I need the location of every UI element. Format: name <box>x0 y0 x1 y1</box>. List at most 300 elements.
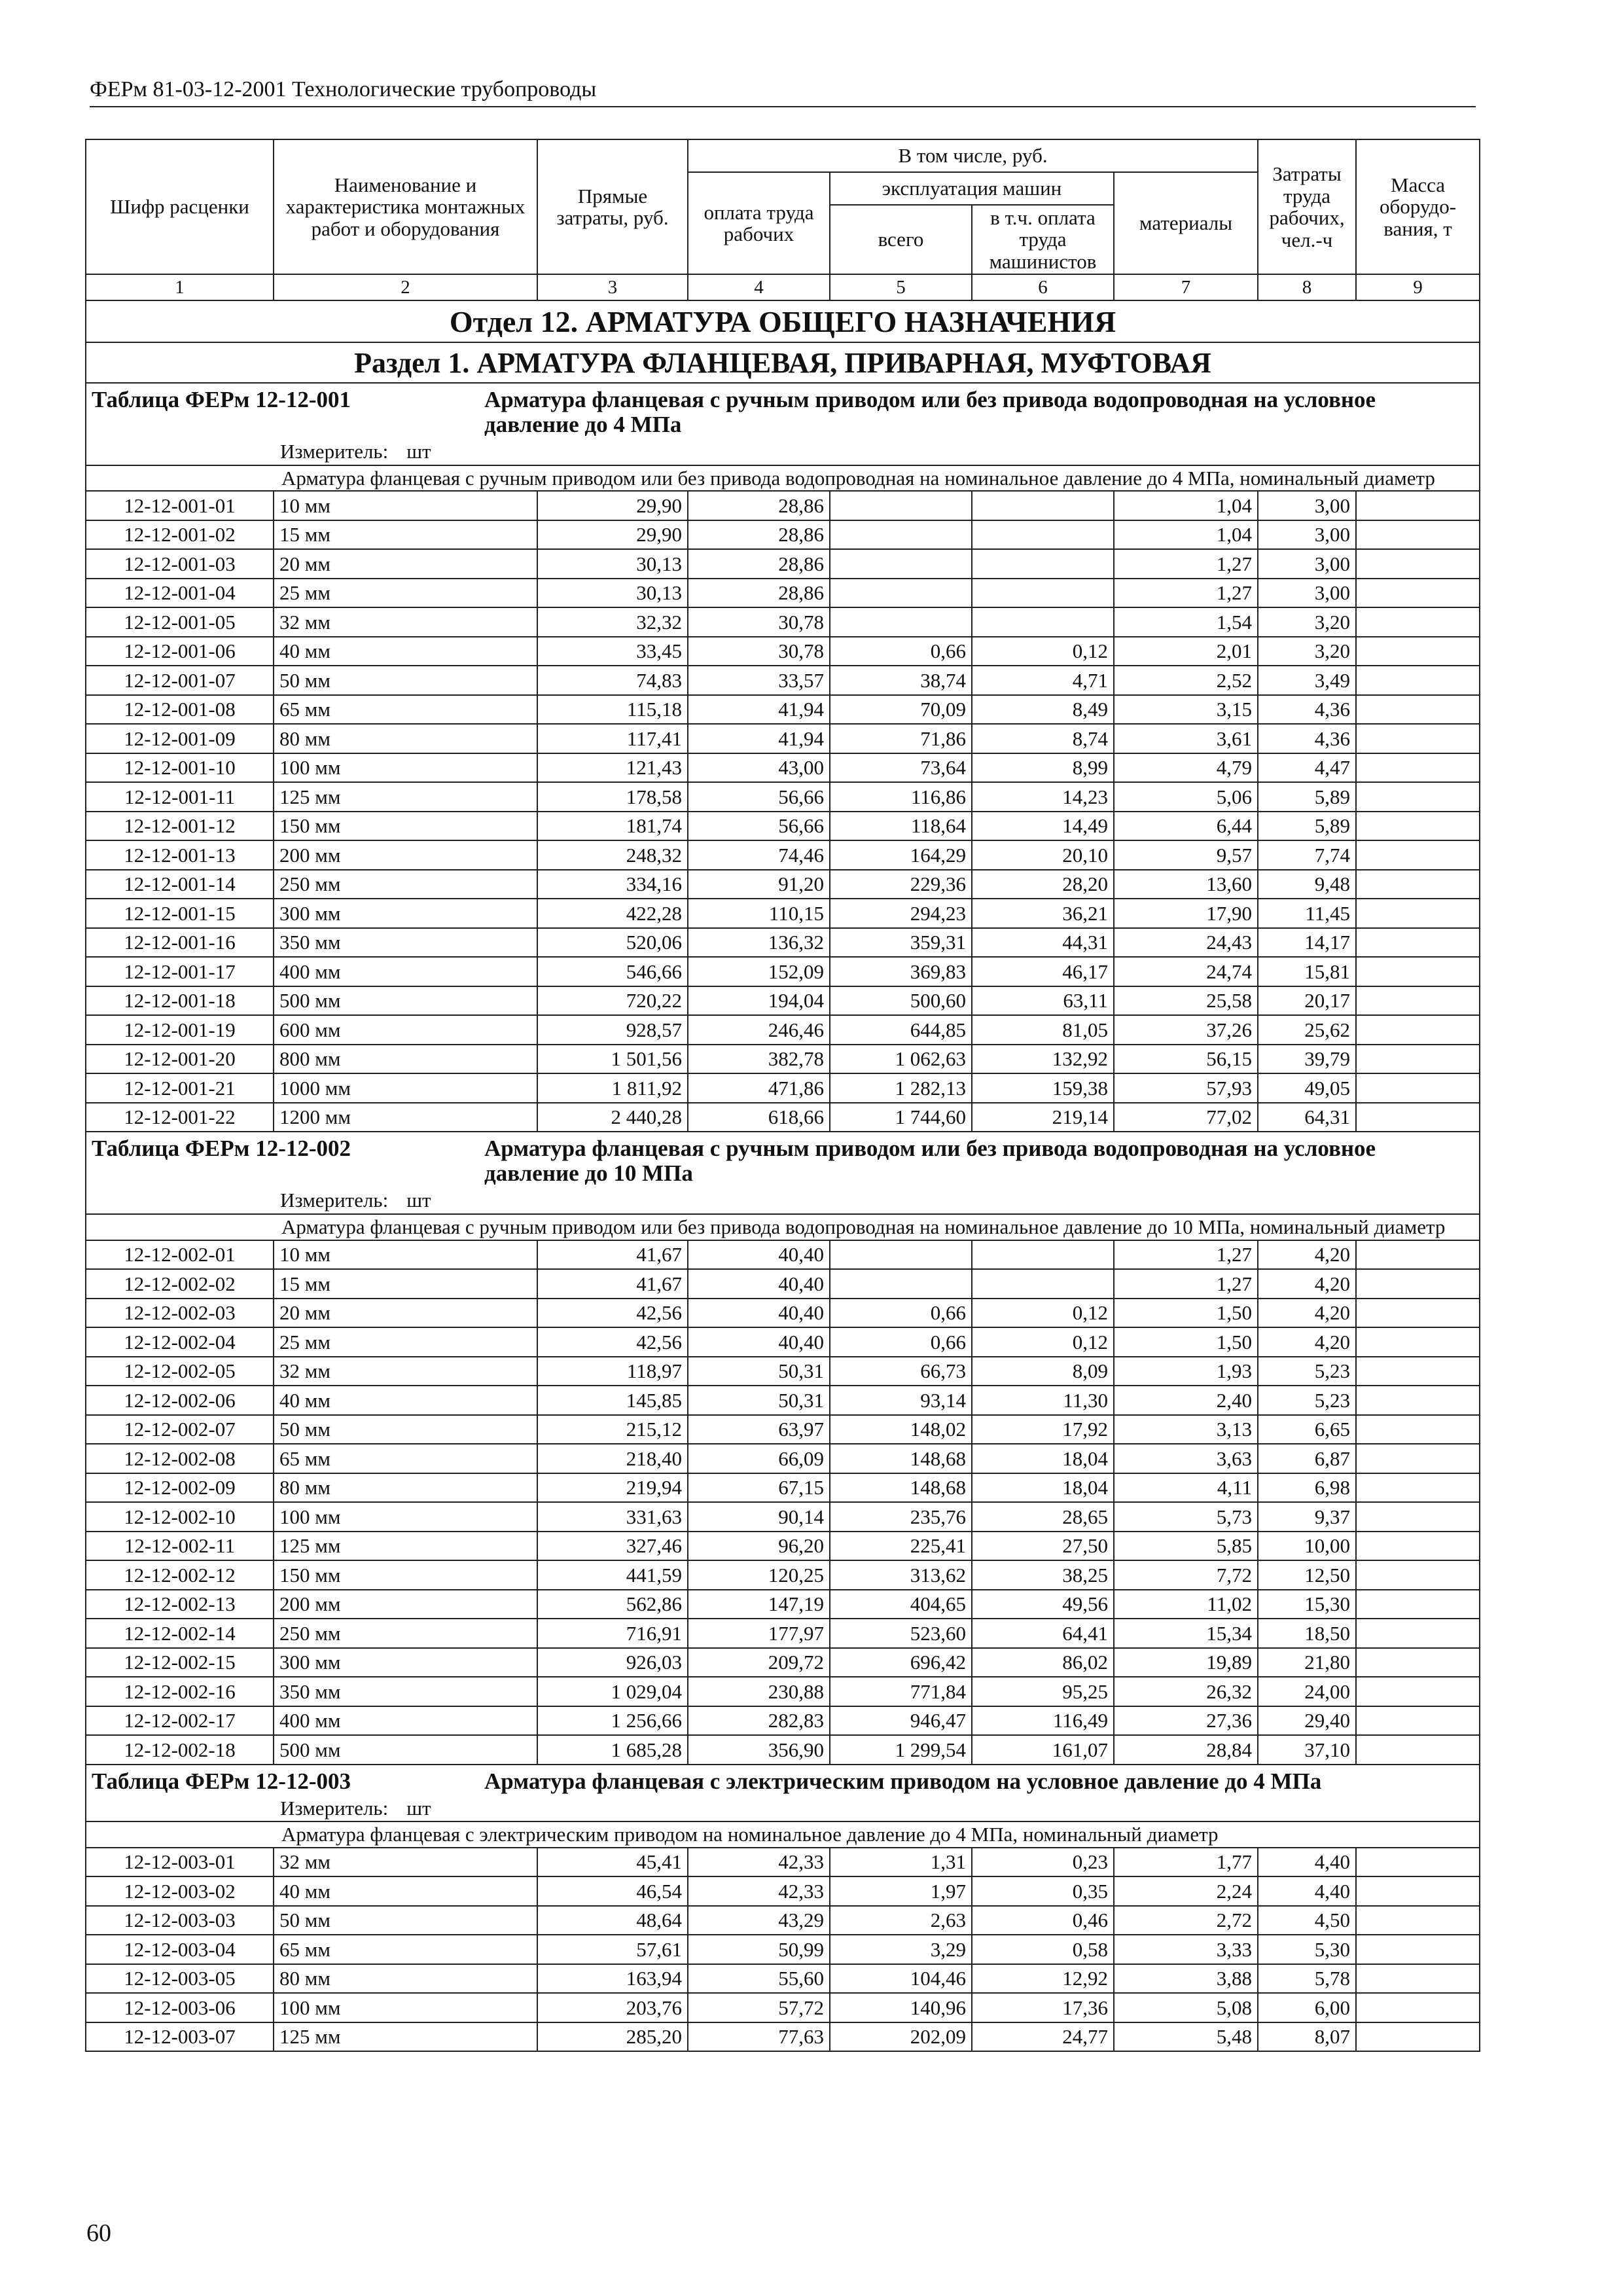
cell-value: 14,49 <box>972 812 1114 841</box>
table-row <box>86 1502 1480 1532</box>
cell-value <box>1356 1590 1480 1619</box>
cell-value: 225,41 <box>830 1532 972 1561</box>
col-header-wages: оплата труда рабочих <box>688 172 830 274</box>
cell-value: 13,60 <box>1114 870 1258 899</box>
cell-value <box>1356 2022 1480 2052</box>
rate-code: 12-12-002-08 <box>86 1444 274 1473</box>
cell-value <box>972 491 1114 520</box>
cell-value: 37,10 <box>1258 1735 1356 1765</box>
cell-value: 121,43 <box>537 753 688 783</box>
diameter: 350 мм <box>274 928 537 958</box>
cell-value: 18,04 <box>972 1473 1114 1503</box>
cell-value: 19,89 <box>1114 1648 1258 1677</box>
cell-value: 40,40 <box>688 1240 830 1270</box>
cell-value <box>830 1240 972 1270</box>
cell-value: 248,32 <box>537 840 688 870</box>
rate-code: 12-12-003-07 <box>86 2022 274 2052</box>
cell-value: 229,36 <box>830 870 972 899</box>
cell-value: 30,13 <box>537 549 688 579</box>
cell-value: 120,25 <box>688 1560 830 1590</box>
rate-code: 12-12-001-21 <box>86 1073 274 1103</box>
diameter: 600 мм <box>274 1015 537 1045</box>
col-header-machines-total: всего <box>830 205 972 274</box>
diameter: 80 мм <box>274 724 537 753</box>
cell-value: 6,00 <box>1258 1993 1356 2022</box>
diameter: 32 мм <box>274 607 537 637</box>
diameter: 125 мм <box>274 1532 537 1561</box>
table-row <box>86 666 1480 695</box>
cell-value <box>830 607 972 637</box>
rate-code: 12-12-001-19 <box>86 1015 274 1045</box>
diameter: 10 мм <box>274 491 537 520</box>
cell-value: 24,77 <box>972 2022 1114 2052</box>
diameter: 20 мм <box>274 549 537 579</box>
cell-value: 3,20 <box>1258 607 1356 637</box>
cell-value: 359,31 <box>830 928 972 958</box>
cell-value: 71,86 <box>830 724 972 753</box>
cell-value <box>1356 957 1480 986</box>
table-row <box>86 1560 1480 1590</box>
cell-value: 441,59 <box>537 1560 688 1590</box>
cell-value <box>1356 1103 1480 1132</box>
cell-value: 1 501,56 <box>537 1045 688 1074</box>
cell-value: 18,50 <box>1258 1619 1356 1648</box>
rate-code: 12-12-003-05 <box>86 1964 274 1994</box>
column-number: 8 <box>1258 274 1356 300</box>
column-number: 7 <box>1114 274 1258 300</box>
rate-code: 12-12-001-06 <box>86 637 274 666</box>
cell-value: 0,66 <box>830 1299 972 1328</box>
cell-value: 50,31 <box>688 1386 830 1415</box>
cell-value: 45,41 <box>537 1848 688 1877</box>
cell-value: 382,78 <box>688 1045 830 1074</box>
cell-value: 8,07 <box>1258 2022 1356 2052</box>
cell-value: 8,74 <box>972 724 1114 753</box>
cell-value: 2,01 <box>1114 637 1258 666</box>
cell-value: 331,63 <box>537 1502 688 1532</box>
rate-code: 12-12-002-16 <box>86 1677 274 1706</box>
table-row <box>86 1073 1480 1103</box>
cell-value: 215,12 <box>537 1415 688 1444</box>
diameter: 300 мм <box>274 899 537 928</box>
diameter: 65 мм <box>274 695 537 725</box>
diameter: 65 мм <box>274 1935 537 1964</box>
cell-value: 4,20 <box>1258 1327 1356 1357</box>
cell-value <box>1356 1935 1480 1964</box>
cell-value: 1 299,54 <box>830 1735 972 1765</box>
cell-value: 181,74 <box>537 812 688 841</box>
cell-value <box>1356 812 1480 841</box>
rate-code: 12-12-003-02 <box>86 1876 274 1906</box>
table-row <box>86 1532 1480 1561</box>
cell-value: 7,72 <box>1114 1560 1258 1590</box>
cell-value: 63,97 <box>688 1415 830 1444</box>
table-row <box>86 1706 1480 1736</box>
cell-value: 1 256,66 <box>537 1706 688 1736</box>
cell-value: 219,14 <box>972 1103 1114 1132</box>
rate-code: 12-12-001-16 <box>86 928 274 958</box>
cell-value <box>1356 753 1480 783</box>
cell-value: 1 282,13 <box>830 1073 972 1103</box>
table-row <box>86 549 1480 579</box>
table-row <box>86 579 1480 608</box>
diameter: 15 мм <box>274 1269 537 1299</box>
rate-code: 12-12-001-20 <box>86 1045 274 1074</box>
table-title: Арматура фланцевая с электрическим приводом на условное давление до 4 МПа <box>484 1768 1322 1794</box>
cell-value: 369,83 <box>830 957 972 986</box>
cell-value <box>1356 1964 1480 1994</box>
rate-code: 12-12-002-10 <box>86 1502 274 1532</box>
rate-code: 12-12-002-04 <box>86 1327 274 1357</box>
table-row <box>86 637 1480 666</box>
cell-value: 6,87 <box>1258 1444 1356 1473</box>
diameter: 15 мм <box>274 520 537 550</box>
cell-value: 2,24 <box>1114 1876 1258 1906</box>
cell-value: 9,37 <box>1258 1502 1356 1532</box>
cell-value: 771,84 <box>830 1677 972 1706</box>
rate-code: 12-12-003-01 <box>86 1848 274 1877</box>
cell-value: 313,62 <box>830 1560 972 1590</box>
cell-value <box>1356 1473 1480 1503</box>
cell-value: 73,64 <box>830 753 972 783</box>
cell-value <box>1356 1240 1480 1270</box>
cell-value: 696,42 <box>830 1648 972 1677</box>
table-row <box>86 1045 1480 1074</box>
cell-value: 2,72 <box>1114 1906 1258 1935</box>
cell-value: 1,27 <box>1114 1240 1258 1270</box>
table-code: Таблица ФЕРм 12-12-002 <box>92 1136 351 1162</box>
table-title-row <box>86 1132 1480 1187</box>
cell-value <box>1356 986 1480 1016</box>
diameter: 250 мм <box>274 870 537 899</box>
cell-value <box>1356 1619 1480 1648</box>
cell-value: 24,43 <box>1114 928 1258 958</box>
page-header: ФЕРм 81-03-12-2001 Технологические трубопроводы <box>90 77 1476 107</box>
rate-code: 12-12-002-18 <box>86 1735 274 1765</box>
cell-value: 50,99 <box>688 1935 830 1964</box>
cell-value: 15,34 <box>1114 1619 1258 1648</box>
cell-value: 356,90 <box>688 1735 830 1765</box>
cell-value: 64,31 <box>1258 1103 1356 1132</box>
cell-value: 644,85 <box>830 1015 972 1045</box>
measure-row <box>86 1187 1480 1214</box>
cell-value: 64,41 <box>972 1619 1114 1648</box>
measure-label: Измеритель: <box>280 440 389 463</box>
measure-unit: шт <box>406 440 431 463</box>
cell-value <box>1356 1677 1480 1706</box>
cell-value: 1 811,92 <box>537 1073 688 1103</box>
cell-value: 235,76 <box>830 1502 972 1532</box>
rate-code: 12-12-003-06 <box>86 1993 274 2022</box>
cell-value: 5,85 <box>1114 1532 1258 1561</box>
cell-value: 4,79 <box>1114 753 1258 783</box>
cell-value: 26,32 <box>1114 1677 1258 1706</box>
table-title: Арматура фланцевая с ручным приводом или без привода водопроводная на условное давление до 10 МПа <box>484 1136 1376 1187</box>
cell-value: 1,77 <box>1114 1848 1258 1877</box>
cell-value: 1,50 <box>1114 1327 1258 1357</box>
cell-value: 20,10 <box>972 840 1114 870</box>
cell-value: 0,23 <box>972 1848 1114 1877</box>
cell-value: 3,13 <box>1114 1415 1258 1444</box>
cell-value: 246,46 <box>688 1015 830 1045</box>
rate-code: 12-12-001-13 <box>86 840 274 870</box>
rate-code: 12-12-002-06 <box>86 1386 274 1415</box>
cell-value: 4,20 <box>1258 1269 1356 1299</box>
col-header-direct: Прямые затраты, руб. <box>537 139 688 274</box>
cell-value: 1,54 <box>1114 607 1258 637</box>
rate-code: 12-12-001-03 <box>86 549 274 579</box>
rate-code: 12-12-001-01 <box>86 491 274 520</box>
cell-value: 5,30 <box>1258 1935 1356 1964</box>
column-number-row <box>86 274 1480 300</box>
cell-value: 926,03 <box>537 1648 688 1677</box>
cell-value: 3,29 <box>830 1935 972 1964</box>
cell-value <box>972 1269 1114 1299</box>
table-row <box>86 1357 1480 1386</box>
cell-value: 11,45 <box>1258 899 1356 928</box>
razdel-title: Раздел 1. АРМАТУРА ФЛАНЦЕВАЯ, ПРИВАРНАЯ, МУФТОВАЯ <box>86 342 1480 383</box>
cell-value: 9,57 <box>1114 840 1258 870</box>
rate-code: 12-12-001-12 <box>86 812 274 841</box>
cell-value: 1,04 <box>1114 520 1258 550</box>
diameter: 125 мм <box>274 2022 537 2052</box>
diameter: 32 мм <box>274 1848 537 1877</box>
cell-value <box>972 520 1114 550</box>
diameter: 25 мм <box>274 1327 537 1357</box>
rate-code: 12-12-003-03 <box>86 1906 274 1935</box>
cell-value <box>1356 579 1480 608</box>
cell-value: 152,09 <box>688 957 830 986</box>
cell-value <box>972 607 1114 637</box>
otdel-title: Отдел 12. АРМАТУРА ОБЩЕГО НАЗНАЧЕНИЯ <box>86 300 1480 342</box>
cell-value: 4,71 <box>972 666 1114 695</box>
table-row <box>86 1735 1480 1765</box>
cell-value <box>1356 724 1480 753</box>
diameter: 80 мм <box>274 1473 537 1503</box>
cell-value: 0,46 <box>972 1906 1114 1935</box>
cell-value: 282,83 <box>688 1706 830 1736</box>
diameter: 400 мм <box>274 957 537 986</box>
cell-value <box>1356 1045 1480 1074</box>
cell-value: 1,50 <box>1114 1299 1258 1328</box>
cell-value: 74,83 <box>537 666 688 695</box>
diameter: 150 мм <box>274 1560 537 1590</box>
rate-code: 12-12-001-17 <box>86 957 274 986</box>
cell-value: 5,23 <box>1258 1357 1356 1386</box>
cell-value: 230,88 <box>688 1677 830 1706</box>
col-header-machinist-wages: в т.ч. оплата труда машинистов <box>972 205 1114 274</box>
cell-value <box>1356 1993 1480 2022</box>
cell-value: 17,92 <box>972 1415 1114 1444</box>
cell-value: 4,20 <box>1258 1299 1356 1328</box>
cell-value: 178,58 <box>537 782 688 812</box>
cell-value: 3,20 <box>1258 637 1356 666</box>
diameter: 10 мм <box>274 1240 537 1270</box>
cell-value: 523,60 <box>830 1619 972 1648</box>
cell-value <box>1356 899 1480 928</box>
cell-value <box>1356 1415 1480 1444</box>
cell-value: 4,36 <box>1258 724 1356 753</box>
cell-value <box>1356 1015 1480 1045</box>
diameter: 200 мм <box>274 1590 537 1619</box>
table-row <box>86 1876 1480 1906</box>
table-row <box>86 1935 1480 1964</box>
table-row <box>86 1648 1480 1677</box>
rate-code: 12-12-002-07 <box>86 1415 274 1444</box>
cell-value: 928,57 <box>537 1015 688 1045</box>
cell-value: 63,11 <box>972 986 1114 1016</box>
cell-value: 21,80 <box>1258 1648 1356 1677</box>
cell-value: 159,38 <box>972 1073 1114 1103</box>
rate-code: 12-12-001-09 <box>86 724 274 753</box>
table-row <box>86 1240 1480 1270</box>
cell-value: 12,50 <box>1258 1560 1356 1590</box>
cell-value: 285,20 <box>537 2022 688 2052</box>
cell-value: 117,41 <box>537 724 688 753</box>
cell-value: 5,23 <box>1258 1386 1356 1415</box>
cell-value: 30,78 <box>688 607 830 637</box>
cell-value <box>1356 1502 1480 1532</box>
cell-value <box>1356 1299 1480 1328</box>
cell-value <box>1356 870 1480 899</box>
diameter: 500 мм <box>274 986 537 1016</box>
cell-value: 29,90 <box>537 491 688 520</box>
cell-value: 27,50 <box>972 1532 1114 1561</box>
table-row <box>86 957 1480 986</box>
price-table <box>85 139 1480 2052</box>
diameter: 20 мм <box>274 1299 537 1328</box>
cell-value: 29,40 <box>1258 1706 1356 1736</box>
cell-value: 1 685,28 <box>537 1735 688 1765</box>
cell-value: 39,79 <box>1258 1045 1356 1074</box>
cell-value: 136,32 <box>688 928 830 958</box>
measure-unit: шт <box>406 1796 431 1820</box>
cell-value: 8,09 <box>972 1357 1114 1386</box>
cell-value: 7,74 <box>1258 840 1356 870</box>
cell-value: 57,93 <box>1114 1073 1258 1103</box>
rate-code: 12-12-002-15 <box>86 1648 274 1677</box>
cell-value: 9,48 <box>1258 870 1356 899</box>
cell-value: 562,86 <box>537 1590 688 1619</box>
cell-value: 3,00 <box>1258 520 1356 550</box>
cell-value: 0,66 <box>830 637 972 666</box>
measure-label: Измеритель: <box>280 1796 389 1820</box>
rate-code: 12-12-002-01 <box>86 1240 274 1270</box>
diameter: 50 мм <box>274 1415 537 1444</box>
rate-code: 12-12-001-18 <box>86 986 274 1016</box>
cell-value: 2,63 <box>830 1906 972 1935</box>
rate-code: 12-12-002-11 <box>86 1532 274 1561</box>
table-row <box>86 695 1480 725</box>
cell-value: 1,04 <box>1114 491 1258 520</box>
cell-value: 2 440,28 <box>537 1103 688 1132</box>
cell-value <box>1356 1532 1480 1561</box>
cell-value: 37,26 <box>1114 1015 1258 1045</box>
cell-value: 194,04 <box>688 986 830 1016</box>
cell-value: 28,65 <box>972 1502 1114 1532</box>
cell-value: 110,15 <box>688 899 830 928</box>
cell-value: 70,09 <box>830 695 972 725</box>
cell-value: 74,46 <box>688 840 830 870</box>
table-row <box>86 1906 1480 1935</box>
cell-value: 38,74 <box>830 666 972 695</box>
cell-value: 118,97 <box>537 1357 688 1386</box>
table-row <box>86 1015 1480 1045</box>
table-row <box>86 812 1480 841</box>
rate-code: 12-12-001-02 <box>86 520 274 550</box>
cell-value: 40,40 <box>688 1299 830 1328</box>
cell-value: 6,98 <box>1258 1473 1356 1503</box>
column-number: 4 <box>688 274 830 300</box>
cell-value <box>972 549 1114 579</box>
cell-value: 218,40 <box>537 1444 688 1473</box>
cell-value: 49,56 <box>972 1590 1114 1619</box>
cell-value: 66,73 <box>830 1357 972 1386</box>
cell-value: 28,86 <box>688 549 830 579</box>
cell-value: 4,11 <box>1114 1473 1258 1503</box>
table-row <box>86 1299 1480 1328</box>
cell-value: 38,25 <box>972 1560 1114 1590</box>
cell-value: 716,91 <box>537 1619 688 1648</box>
cell-value: 17,90 <box>1114 899 1258 928</box>
cell-value <box>1356 928 1480 958</box>
table-row <box>86 2022 1480 2052</box>
cell-value: 209,72 <box>688 1648 830 1677</box>
rate-code: 12-12-002-09 <box>86 1473 274 1503</box>
cell-value: 15,30 <box>1258 1590 1356 1619</box>
cell-value: 33,45 <box>537 637 688 666</box>
rate-code: 12-12-001-14 <box>86 870 274 899</box>
cell-value: 41,94 <box>688 695 830 725</box>
diameter: 50 мм <box>274 666 537 695</box>
rate-code: 12-12-001-10 <box>86 753 274 783</box>
cell-value: 3,63 <box>1114 1444 1258 1473</box>
cell-value: 28,86 <box>688 520 830 550</box>
rate-code: 12-12-002-02 <box>86 1269 274 1299</box>
cell-value: 32,32 <box>537 607 688 637</box>
cell-value: 56,66 <box>688 782 830 812</box>
cell-value: 57,61 <box>537 1935 688 1964</box>
cell-value <box>1356 1735 1480 1765</box>
cell-value: 28,84 <box>1114 1735 1258 1765</box>
cell-value: 28,86 <box>688 491 830 520</box>
table-row <box>86 724 1480 753</box>
cell-value: 148,68 <box>830 1444 972 1473</box>
cell-value: 67,15 <box>688 1473 830 1503</box>
cell-value: 4,40 <box>1258 1848 1356 1877</box>
table-row <box>86 1993 1480 2022</box>
cell-value: 57,72 <box>688 1993 830 2022</box>
table-title-row <box>86 1765 1480 1795</box>
table-row <box>86 1327 1480 1357</box>
cell-value: 422,28 <box>537 899 688 928</box>
table-description: Арматура фланцевая с ручным приводом или без привода водопроводная на номинальное давление до 10 МПа, номинальный диаметр <box>86 1214 1480 1240</box>
diameter: 150 мм <box>274 812 537 841</box>
col-header-including: В том числе, руб. <box>688 139 1258 172</box>
cell-value <box>1356 1560 1480 1590</box>
cell-value: 27,36 <box>1114 1706 1258 1736</box>
column-number: 2 <box>274 274 537 300</box>
measure-unit: шт <box>406 1189 431 1212</box>
diameter: 100 мм <box>274 1993 537 2022</box>
cell-value: 42,56 <box>537 1299 688 1328</box>
rate-code: 12-12-001-22 <box>86 1103 274 1132</box>
col-header-mass: Масса оборудо-вания, т <box>1356 139 1480 274</box>
cell-value: 12,92 <box>972 1964 1114 1994</box>
cell-value: 42,33 <box>688 1848 830 1877</box>
cell-value: 0,12 <box>972 637 1114 666</box>
cell-value <box>1356 695 1480 725</box>
